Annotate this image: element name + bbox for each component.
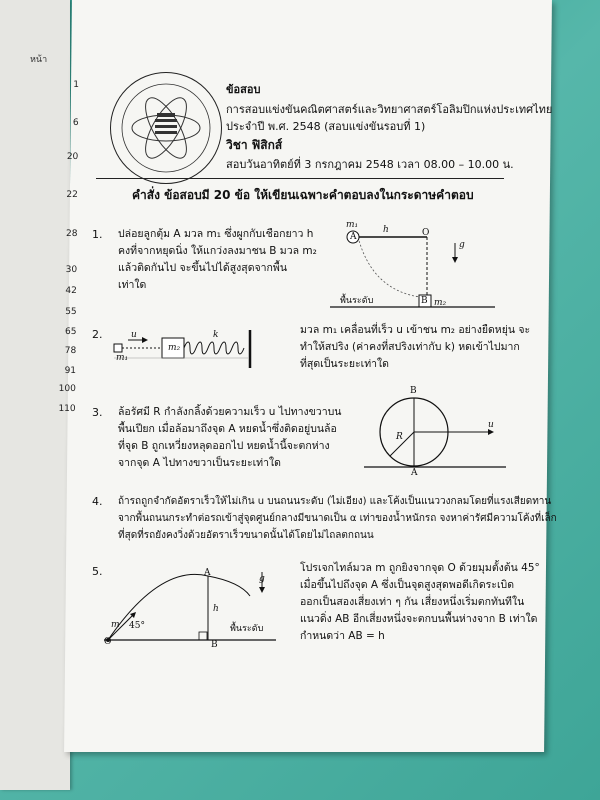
- question-line: ที่จุด B ถูกเหวี่ยงหลุดออกไป หยดน้ำนี้จะตกห่าง: [118, 440, 330, 452]
- question-line: ปล่อยลูกตุ้ม A มวล m₁ ซึ่งผูกกับเชือกยาว h: [118, 228, 314, 240]
- label-A: A: [204, 568, 211, 578]
- label-m2: m₂: [434, 298, 447, 308]
- page-number: 91: [64, 366, 77, 376]
- label-R: R: [396, 432, 403, 442]
- label-u: u: [131, 330, 137, 340]
- atom-emblem-icon: [111, 73, 221, 183]
- label-B: B: [211, 640, 218, 650]
- page-number: 78: [64, 346, 77, 356]
- page-number: 55: [65, 307, 77, 317]
- question-line: มวล m₁ เคลื่อนที่เร็ว u เข้าชน m₂ อย่างยืดหยุ่น จะ: [300, 324, 531, 336]
- question-line: กำหนดว่า AB = h: [300, 630, 385, 642]
- label-g: g: [259, 574, 265, 584]
- question-3-text: [118, 404, 341, 472]
- question-line: ที่สุดที่รถยังคงวิ่งด้วยอัตราเร็วขนาดนั้นได้โดยไม่ไถลตกถนน: [118, 530, 374, 541]
- label-B: B: [410, 386, 417, 396]
- instructions: คำสั่ง ข้อสอบมี 20 ข้อ ให้เขียนเฉพาะคำตอบลงในกระดาษคำตอบ: [132, 188, 474, 202]
- label-O: O: [104, 637, 112, 647]
- page-number: 20: [66, 152, 79, 162]
- question-line: ทำให้สปริง (ค่าคงที่สปริงเท่ากับ k) หดเข้าไปมาก: [300, 341, 520, 353]
- label-h: h: [383, 225, 389, 235]
- label-A: A: [411, 468, 418, 478]
- header-line-1: การสอบแข่งขันคณิตศาสตร์และวิทยาศาสตร์โอลิมปิกแห่งประเทศไทย: [226, 103, 553, 116]
- page-number: 110: [58, 404, 76, 414]
- question-line: พื้นเปียก เมื่อล้อมาถึงจุด A หยดน้ำซึ่งติดอยู่บนล้อ: [118, 423, 337, 435]
- margin-label: หน้า: [30, 55, 48, 65]
- question-4-text: [118, 493, 557, 544]
- page-number: 30: [65, 265, 78, 275]
- figure-3-wheel: [360, 390, 510, 480]
- page-number: 65: [64, 327, 77, 337]
- label-angle: 45°: [129, 621, 145, 631]
- header-line-2: ประจำปี พ.ศ. 2548 (สอบแข่งขันรอบที่ 1): [226, 120, 426, 133]
- question-line: เมื่อขึ้นไปถึงจุด A ซึ่งเป็นจุดสูงสุดพอดีเกิดระเบิด: [300, 579, 515, 591]
- question-number: 2.: [92, 328, 103, 341]
- label-A: A: [350, 232, 357, 242]
- olympiad-logo: [110, 72, 222, 184]
- question-line: จากจุด A ไปทางขวาเป็นระยะเท่าใด: [118, 457, 281, 469]
- question-line: เท่าใด: [118, 279, 147, 291]
- page-number: 22: [66, 190, 78, 200]
- page-number: 1: [73, 80, 80, 90]
- page-number: 42: [65, 286, 77, 296]
- question-1-text: [118, 226, 317, 294]
- question-line: แล้วติดกันไป จะขึ้นไปได้สูงสุดจากพื้น: [118, 262, 288, 274]
- label-floor: พื้นระดับ: [230, 624, 264, 634]
- question-number: 5.: [92, 565, 103, 578]
- question-number: 4.: [92, 495, 103, 508]
- label-B: B: [421, 296, 428, 306]
- page-number: 100: [58, 384, 76, 394]
- header-subject: วิชา ฟิสิกส์: [226, 138, 283, 152]
- question-number: 3.: [92, 406, 103, 419]
- question-line: โปรเจกไทล์มวล m ถูกยิงจากจุด O ด้วยมุมตั้งต้น 45°: [300, 562, 540, 574]
- question-line: ที่สุดเป็นระยะเท่าใด: [300, 358, 390, 370]
- header-title: ข้อสอบ: [226, 83, 261, 96]
- label-m: m: [111, 620, 120, 630]
- label-O: O: [422, 228, 430, 238]
- question-line: ถ้ารถถูกจำกัดอัตราเร็วให้ไม่เกิน u บนถนนระดับ (ไม่เอียง) และโค้งเป็นแนววงกลมโดยที่แรงเสียดทาน: [118, 496, 552, 507]
- page-number: 28: [65, 229, 78, 239]
- question-5-text: [300, 560, 540, 645]
- question-number: 1.: [92, 228, 103, 241]
- question-line: ออกเป็นสองเสี่ยงเท่า ๆ กัน เสี่ยงหนึ่งเริ่มตกทันทีใน: [300, 596, 525, 608]
- label-u: u: [488, 420, 494, 430]
- label-k: k: [213, 330, 219, 340]
- header-divider: [96, 178, 504, 179]
- question-line: จากพื้นถนนกระทำต่อรถเข้าสู่จุดศูนย์กลางมีขนาดเป็น α เท่าของน้ำหนักรถ จงหาค่ารัศมีความโค้งที่เล็ก: [118, 513, 557, 524]
- label-m2: m₂: [168, 343, 181, 353]
- page-number: 6: [72, 118, 79, 128]
- question-line: คงที่จากหยุดนิ่ง ให้แกว่งลงมาชน B มวล m₂: [118, 245, 317, 257]
- label-floor: พื้นระดับ: [340, 296, 374, 306]
- question-line: ล้อรัศมี R กำลังกลิ้งด้วยความเร็ว u ไปทางขวาบน: [118, 406, 342, 418]
- label-m1: m₁: [116, 353, 129, 363]
- question-2-text: [300, 322, 530, 373]
- label-g: g: [459, 240, 465, 250]
- label-m1: m₁: [346, 220, 359, 230]
- question-line: แนวดิ่ง AB อีกเสี่ยงหนึ่งจะตกบนพื้นห่างจาก B เท่าใด: [300, 613, 538, 625]
- label-h: h: [213, 604, 219, 614]
- header-date: สอบวันอาทิตย์ที่ 3 กรกฎาคม 2548 เวลา 08.00 – 10.00 น.: [226, 158, 514, 171]
